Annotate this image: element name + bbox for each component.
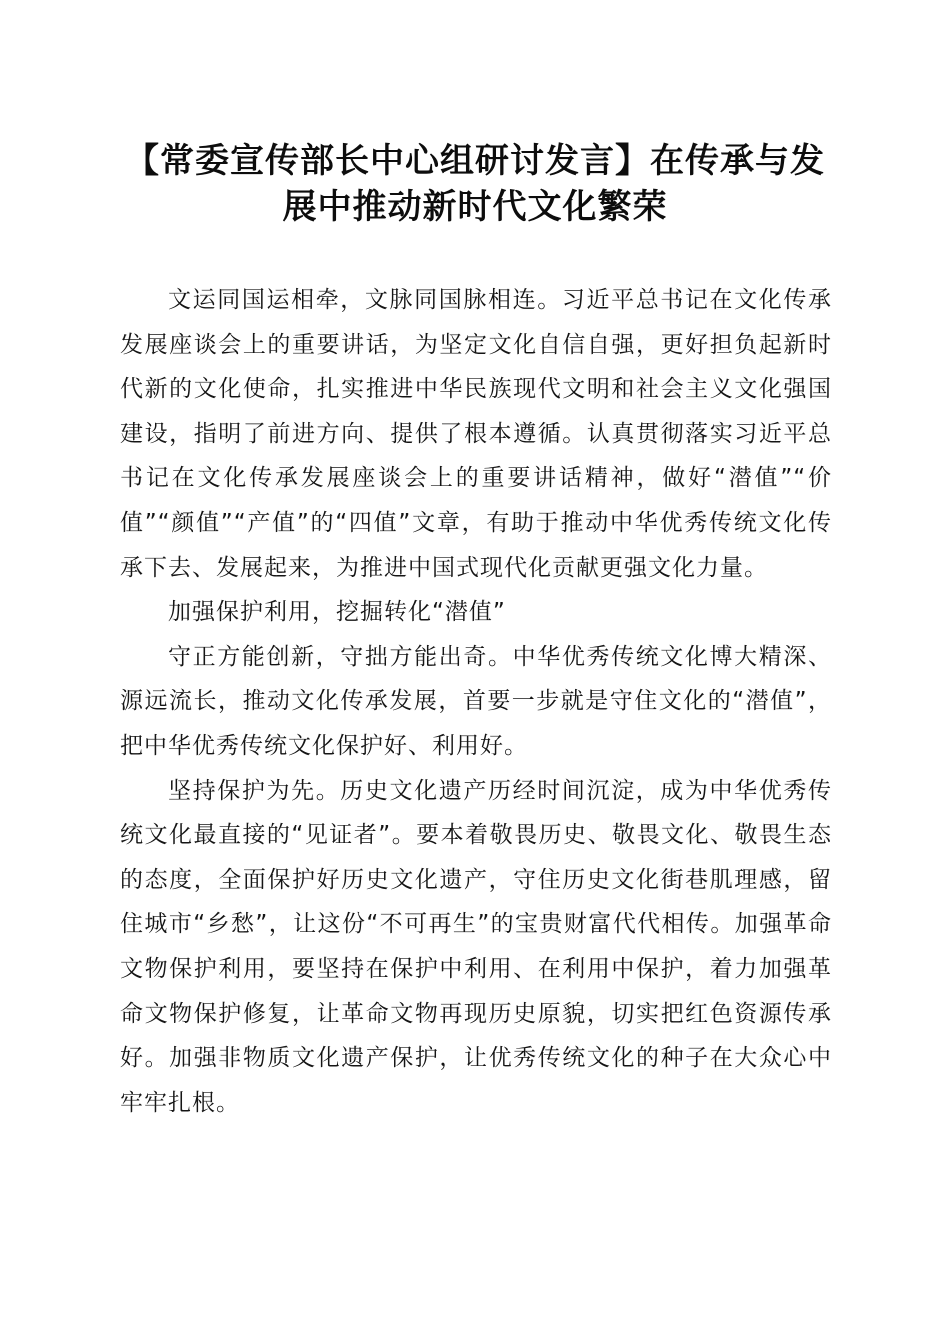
paragraph-protection-first: 坚持保护为先。历史文化遗产历经时间沉淀，成为中华优秀传统文化最直接的“见证者”。要本着敬畏历史、敬畏文化、敬畏生态的态度，全面保护好历史文化遗产，守住历史文化街巷肌理感，留住城市“乡愁”，让这份“不可再生”的宝贵财富代代相传。加强革命文物保护利用，要坚持在保护中利用、在利用中保护，着力加强革命文物保护修复，让革命文物再现历史原貌，切实把红色资源传承好。加强非物质文化遗产保护，让优秀传统文化的种子在大众心中牢牢扎根。 <box>120 777 832 1116</box>
title-line-2: 展中推动新时代文化繁荣 <box>282 187 668 227</box>
document-body <box>120 278 832 1125</box>
paragraph-potential-value: 守正方能创新，守拙方能出奇。中华优秀传统文化博大精深、源远流长，推动文化传承发展，首要一步就是守住文化的“潜值”，把中华优秀传统文化保护好、利用好。 <box>120 643 832 759</box>
title-line-1: 【常委宣传部长中心组研讨发言】在传承与发 <box>125 141 825 181</box>
section-heading: 加强保护利用，挖掘转化“潜值” <box>168 599 506 626</box>
document-title <box>120 138 830 230</box>
paragraph-intro: 文运同国运相牵，文脉同国脉相连。习近平总书记在文化传承发展座谈会上的重要讲话，为坚定文化自信自强，更好担负起新时代新的文化使命，扎实推进中华民族现代文明和社会主义文化强国建设，指明了前进方向、提供了根本遵循。认真贯彻落实习近平总书记在文化传承发展座谈会上的重要讲话精神，做好“潜值”“价值”“颜值”“产值”的“四值”文章，有助于推动中华优秀传统文化传承下去、发展起来，为推进中国式现代化贡献更强文化力量。 <box>120 287 832 581</box>
